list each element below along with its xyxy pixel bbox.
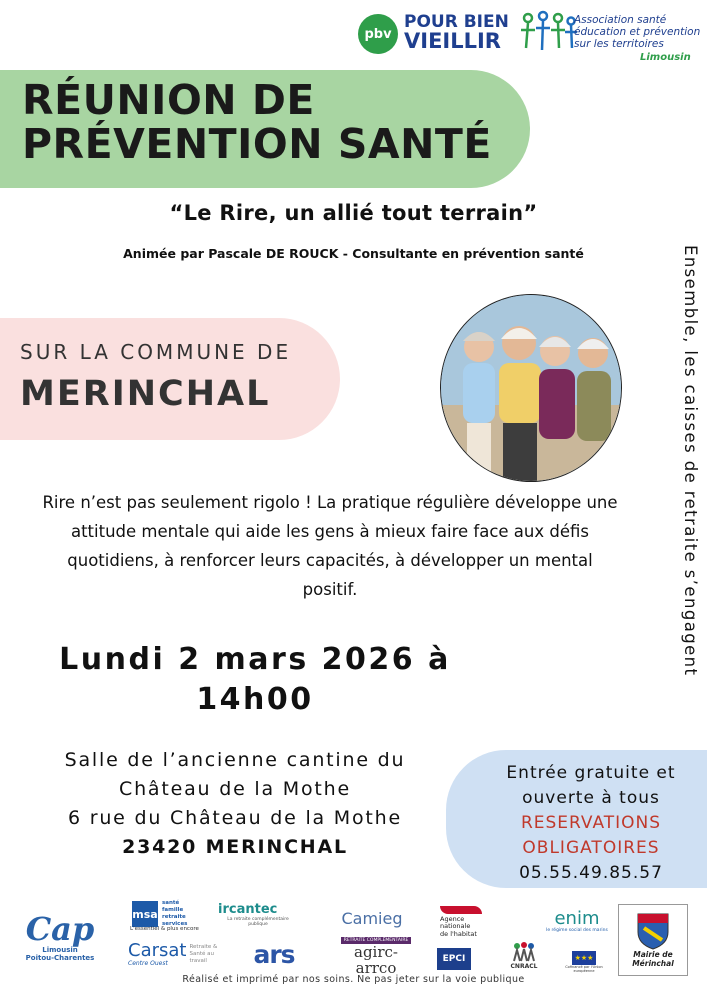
commune-label: SUR LA COMMUNE DE [20, 340, 292, 364]
entry-info [466, 761, 707, 886]
carsat-logo [128, 940, 228, 968]
page-title [22, 78, 492, 166]
asept-people-icon [518, 8, 578, 58]
asept-region: Limousin [640, 52, 691, 63]
ircantec-name: ircantec [218, 901, 278, 917]
enim-logo [542, 906, 612, 936]
anah-line2: nationale [440, 922, 471, 931]
cap-name: Cap [25, 910, 95, 948]
agirc-name: agirc-arrco [354, 942, 398, 977]
mairie-line2: Mérinchal [632, 959, 674, 968]
venue-line3: 6 rue du Château de la Mothe [67, 807, 403, 829]
entry-line3: RESERVATIONS [520, 813, 662, 833]
asept-line3: sur les territoires [574, 38, 664, 50]
mairie-line1: Mairie de [633, 950, 673, 959]
carsat-sub: Centre Ouest [128, 960, 168, 967]
asept-line2: éducation et prévention [574, 26, 701, 38]
pbv-line1: POUR BIEN [404, 12, 509, 32]
asept-line1: Association santé [574, 14, 667, 26]
ars-name: ars [253, 939, 295, 969]
eu-logo [562, 950, 606, 974]
eu-flag-icon: ★★★ [572, 951, 596, 965]
coat-of-arms-icon [636, 912, 670, 950]
anah-line1: Agence [440, 914, 465, 923]
entry-line2: ouverte à tous [522, 788, 660, 808]
date-line2: 14h00 [196, 682, 314, 717]
venue-line4: 23420 MERINCHAL [122, 836, 348, 858]
entry-phone: 05.55.49.85.57 [519, 863, 663, 883]
commune-name: MERINCHAL [20, 374, 271, 414]
mairie-logo [618, 904, 688, 976]
cap-sub2: Poitou-Charentes [25, 954, 95, 962]
anah-mark-icon [440, 906, 482, 914]
entry-line4: OBLIGATOIRES [522, 838, 660, 858]
msa-mark-icon: msa [132, 901, 158, 927]
ircantec-sub: La retraite complémentaire publique [227, 916, 289, 927]
pour-bien-vieillir-badge: pbv [358, 14, 398, 54]
eu-text: Cofinancé par l'Union européenne [565, 965, 603, 973]
ircantec-logo [218, 900, 298, 928]
venue-line2: Château de la Mothe [119, 778, 351, 800]
title-line1: RÉUNION DE [22, 76, 315, 124]
pbv-line2: VIEILLIR [404, 29, 501, 53]
laughing-seniors-photo [440, 294, 622, 482]
cap-logo [14, 906, 106, 968]
cnracl-people-icon [511, 941, 537, 963]
pour-bien-vieillir-logo [404, 13, 509, 51]
anah-logo [440, 902, 496, 942]
cap-sub1: Limousin [42, 946, 78, 954]
carsat-name: Carsat [128, 940, 187, 961]
event-description: Rire n’est pas seulement rigolo ! La pratique régulière développe une attitude mentale qui aide les gens à mieux faire face aux défis quotidiens, à renforcer leurs capacités, à développer un mental positif. [42, 493, 618, 599]
ars-logo [246, 938, 302, 970]
event-venue [0, 746, 470, 862]
event-date [0, 640, 510, 720]
enim-sub: le régime social des marins [546, 927, 608, 933]
cnracl-logo [502, 936, 546, 974]
vertical-slogan [681, 245, 707, 745]
title-line2: PRÉVENTION SANTÉ [22, 120, 492, 168]
cnracl-name: CNRACL [510, 962, 538, 970]
msa-lines: santé famille retraite services [162, 900, 188, 927]
vertical-slogan-text: Ensemble, les caisses de retraite s’engagent [681, 245, 700, 677]
camieg-name: Camieg [341, 908, 403, 928]
agirc-arrco-logo [334, 937, 418, 977]
msa-tagline: L'essentiel & plus encore [130, 926, 199, 932]
venue-line1: Salle de l’ancienne cantine du [64, 749, 406, 771]
agirc-top: RETRAITE COMPLÉMENTAIRE [341, 937, 412, 944]
anah-line3: de l'habitat [440, 929, 477, 938]
carsat-side: Retraite & Santé au travail [189, 943, 218, 964]
animator-line: Animée par Pascale DE ROUCK - Consultante en prévention santé [123, 246, 584, 261]
conference-subtitle: “Le Rire, un allié tout terrain” [169, 201, 538, 225]
entry-line1: Entrée gratuite et [506, 763, 676, 783]
asept-logo-text [574, 14, 700, 50]
footer-note: Réalisé et imprimé par nos soins. Ne pas jeter sur la voie publique [182, 974, 525, 985]
date-line1: Lundi 2 mars 2026 à [59, 642, 451, 677]
enim-name: enim [554, 907, 600, 929]
epci-logo: EPCI [437, 948, 471, 970]
camieg-logo [336, 902, 408, 934]
